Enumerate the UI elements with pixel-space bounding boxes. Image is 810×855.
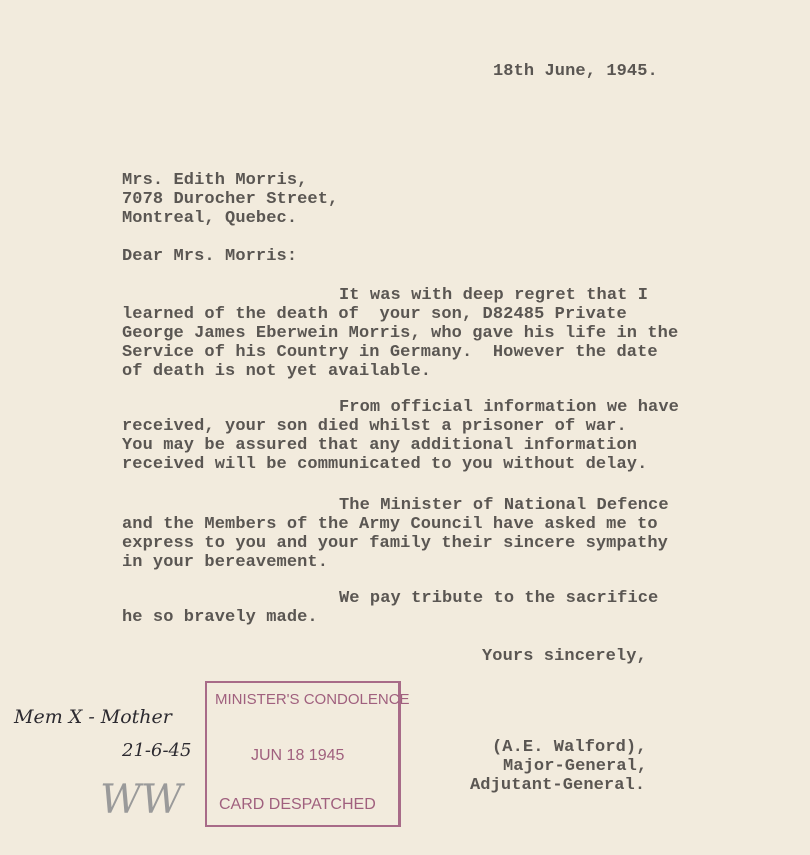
address-line: Mrs. Edith Morris,: [122, 171, 308, 190]
paragraph-line: of death is not yet available.: [122, 362, 432, 381]
address-line: Montreal, Quebec.: [122, 209, 298, 228]
signatory-rank: Major-General,: [503, 757, 648, 776]
condolence-stamp: [205, 681, 410, 827]
paragraph-line: We pay tribute to the sacrifice: [339, 589, 659, 608]
recipient-address: [122, 171, 338, 228]
handwritten-date: 21-6-45: [122, 740, 192, 761]
closing: Yours sincerely,: [482, 647, 647, 666]
stamp-date: JUN 18 1945: [251, 747, 345, 764]
salutation: Dear Mrs. Morris:: [122, 247, 298, 266]
letter-date: 18th June, 1945.: [493, 62, 658, 81]
paragraph-1: [122, 286, 678, 381]
paragraph-line: express to you and your family their sincere sympathy: [122, 534, 668, 553]
paragraph-line: From official information we have: [339, 398, 679, 417]
address-line: 7078 Durocher Street,: [122, 190, 339, 209]
paragraph-line: Service of his Country in Germany. However the date: [122, 343, 658, 362]
signature-block: [470, 738, 647, 795]
paragraph-line: in your bereavement.: [122, 553, 329, 572]
handwritten-note: Mem X - Mother: [14, 706, 172, 728]
paragraph-3: [122, 496, 669, 572]
paragraph-line: received will be communicated to you without delay.: [122, 455, 648, 474]
signatory-name: (A.E. Walford),: [492, 738, 647, 757]
paragraph-line: and the Members of the Army Council have asked me to: [122, 515, 658, 534]
pencil-initials: WW: [100, 777, 183, 823]
paragraph-line: received, your son died whilst a prisoner of war.: [122, 417, 627, 436]
paragraph-line: It was with deep regret that I: [339, 286, 649, 305]
paragraph-line: George James Eberwein Morris, who gave his life in the: [122, 324, 679, 343]
stamp-title: MINISTER'S CONDOLENCE: [215, 691, 410, 708]
signatory-title: Adjutant-General.: [470, 776, 646, 795]
paragraph-line: You may be assured that any additional information: [122, 436, 638, 455]
paragraph-2: [122, 398, 679, 474]
paragraph-line: learned of the death of your son, D82485 Private: [122, 305, 627, 324]
paragraph-line: The Minister of National Defence: [339, 496, 669, 515]
paragraph-4: [122, 589, 658, 627]
paragraph-line: he so bravely made.: [122, 608, 318, 627]
stamp-footer: CARD DESPATCHED: [219, 796, 376, 813]
